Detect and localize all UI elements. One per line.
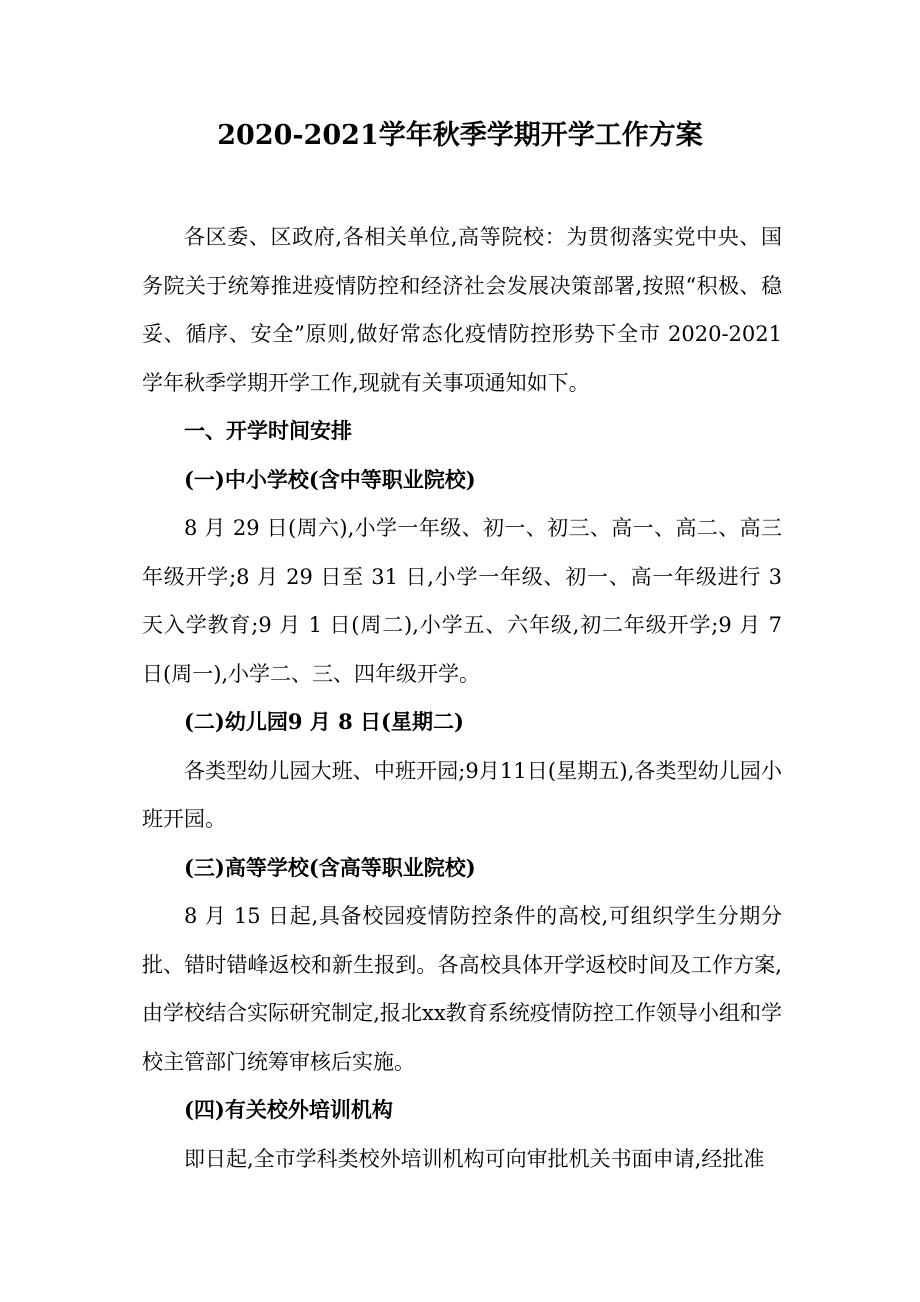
subheading-training-institutions: (四)有关校外培训机构 [184,1097,393,1122]
intro-paragraph: 各区委、区政府,各相关单位,高等院校：为贯彻落实党中央、国务院关于统筹推进疫情防控和经济社会发展决策部署,按照“积极、稳妥、循序、安全”原则,做好常态化疫情防控形势下全市 2020-2021 学年秋季学期开学工作,现就有关事项通知如下。 [142,225,782,395]
subheading-primary-secondary: (一)中小学校(含中等职业院校) [184,466,476,492]
subheading-kindergarten: (二)幼儿园9 月 8 日(星期二) [184,709,464,734]
paragraph-kindergarten: 各类型幼儿园大班、中班开园;9月11日(星期五),各类型幼儿园小班开园。 [142,758,782,831]
paragraph-primary-secondary: 8 月 29 日(周六),小学一年级、初一、初三、高一、高二、高三年级开学;8 月 29 日至 31 日,小学一年级、初一、高一年级进行 3 天入学教育;9 月 1 日(周二),小学五、六年级,初二年级开学;9 月 7 日(周一),小学二、三、四年级开学。 [142,516,782,686]
subheading-higher-education: (三)高等学校(含高等职业院校) [184,854,476,880]
document-body [142,213,782,1183]
section-heading-schedule: 一、开学时间安排 [184,418,352,443]
paragraph-training-institutions: 即日起,全市学科类校外培训机构可向审批机关书面申请,经批准 [184,1146,765,1171]
document-title: 2020-2021学年秋季学期开学工作方案 [217,120,703,151]
paragraph-higher-education: 8 月 15 日起,具备校园疫情防控条件的高校,可组织学生分期分批、错时错峰返校和新生报到。各高校具体开学返校时间及工作方案,由学校结合实际研究制定,报北xx教育系统疫情防控工作领导小组和学校主管部门统筹审核后实施。 [142,904,782,1074]
